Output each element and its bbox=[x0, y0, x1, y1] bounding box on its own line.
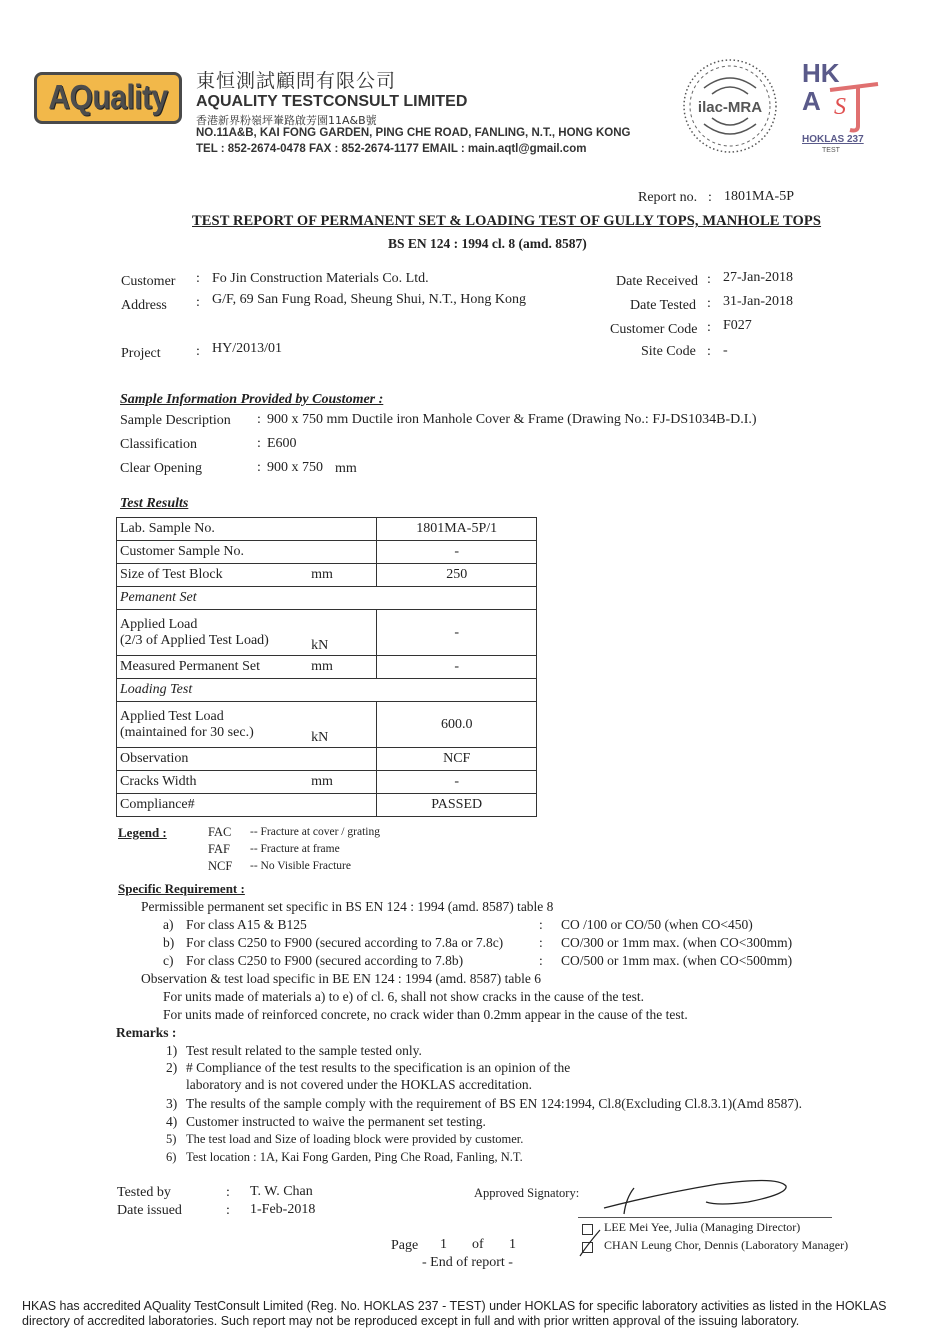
table-row bbox=[117, 771, 537, 794]
row-unit: mm bbox=[303, 771, 377, 794]
hoklas-test: TEST bbox=[822, 147, 840, 154]
table-section-row bbox=[117, 587, 537, 610]
site-code-value: - bbox=[723, 343, 728, 358]
test-results-heading: Test Results bbox=[120, 496, 189, 511]
colon: : bbox=[707, 320, 711, 335]
requirement-line: Observation & test load specific in BE EN 124 : 1994 (amd. 8587) table 6 bbox=[141, 971, 542, 986]
signature-icon bbox=[598, 1172, 798, 1216]
colon: : bbox=[539, 917, 543, 932]
requirement-value: CO/500 or 1mm max. (when CO<500mm) bbox=[561, 953, 793, 968]
page-total: 1 bbox=[509, 1237, 516, 1252]
colon: : bbox=[539, 953, 543, 968]
date-tested-value: 31-Jan-2018 bbox=[723, 294, 793, 309]
svg-text:A: A bbox=[802, 86, 821, 116]
colon: : bbox=[539, 935, 543, 950]
requirement-text: For class A15 & B125 bbox=[186, 917, 307, 932]
signatory-name: CHAN Leung Chor, Dennis (Laboratory Manager) bbox=[604, 1238, 849, 1252]
sample-info-heading: Sample Information Provided by Coustomer : bbox=[120, 392, 384, 407]
table-row bbox=[117, 518, 537, 541]
colon: : bbox=[226, 1185, 230, 1200]
customer-value: Fo Jin Construction Materials Co. Ltd. bbox=[212, 271, 429, 286]
table-row bbox=[117, 702, 537, 748]
row-value: 1801MA-5P/1 bbox=[377, 518, 537, 541]
row-label: Observation bbox=[117, 748, 304, 771]
table-row bbox=[117, 541, 537, 564]
test-results-table bbox=[116, 517, 537, 817]
date-received-value: 27-Jan-2018 bbox=[723, 270, 793, 285]
page-of: of bbox=[472, 1237, 484, 1252]
requirement-line: For units made of reinforced concrete, no crack wider than 0.2mm appear in the cause of the test. bbox=[163, 1007, 688, 1022]
company-name-chinese: 東恒測試顧問有限公司 bbox=[196, 70, 397, 92]
colon: : bbox=[257, 412, 261, 427]
clear-opening-value: 900 x 750 bbox=[267, 460, 323, 475]
table-section-row bbox=[117, 679, 537, 702]
legend-code: FAC bbox=[208, 825, 232, 839]
row-label-line2: (2/3 of Applied Test Load) bbox=[120, 632, 269, 648]
accreditation-footer-line2: directory of accredited laboratories. Such report may not be reproduced except in full and with prior written approval of the issuing laboratory. bbox=[22, 1314, 800, 1328]
table-row bbox=[117, 794, 537, 817]
classification-label: Classification bbox=[120, 437, 197, 452]
signatory-name: LEE Mei Yee, Julia (Managing Director) bbox=[604, 1220, 801, 1234]
row-unit: kN bbox=[303, 610, 377, 656]
colon: : bbox=[707, 344, 711, 359]
logo-text: AQuality bbox=[48, 78, 168, 117]
row-label bbox=[117, 702, 304, 748]
row-value: PASSED bbox=[377, 794, 537, 817]
row-label: Compliance# bbox=[117, 794, 304, 817]
remark-text: The results of the sample comply with the requirement of BS EN 124:1994, Cl.8(Excluding Cl.8.3.1)(Amd 8587). bbox=[186, 1096, 803, 1111]
requirement-text: For class C250 to F900 (secured according to 7.8a or 7.8c) bbox=[186, 935, 504, 950]
section-label: Loading Test bbox=[117, 679, 537, 702]
date-tested-label: Date Tested bbox=[630, 298, 697, 313]
legend-desc: -- Fracture at frame bbox=[250, 843, 340, 855]
row-unit bbox=[303, 748, 377, 771]
address-value: G/F, 69 San Fung Road, Sheung Shui, N.T., Hong Kong bbox=[212, 292, 527, 307]
row-value: NCF bbox=[377, 748, 537, 771]
hoklas-number: HOKLAS 237 bbox=[802, 134, 864, 145]
company-contact: TEL : 852-2674-0478 FAX : 852-2674-1177 EMAIL : main.aqtl@gmail.com bbox=[196, 143, 587, 155]
colon: : bbox=[196, 295, 200, 310]
report-no: 1801MA-5P bbox=[724, 189, 795, 204]
customer-code-value: F027 bbox=[723, 318, 752, 333]
legend-code: FAF bbox=[208, 842, 231, 856]
requirement-marker: b) bbox=[163, 935, 175, 950]
company-logo bbox=[34, 72, 182, 124]
requirement-marker: a) bbox=[163, 917, 174, 932]
company-address-chinese: 香港新界粉嶺坪輋路啟芳園11A&B號 bbox=[196, 114, 377, 127]
row-label-line1: Applied Test Load bbox=[120, 708, 224, 724]
row-value: 250 bbox=[377, 564, 537, 587]
section-label: Pemanent Set bbox=[117, 587, 537, 610]
row-unit: kN bbox=[303, 702, 377, 748]
remark-marker: 2) bbox=[166, 1060, 178, 1075]
svg-text:HK: HK bbox=[802, 60, 840, 88]
remark-marker: 6) bbox=[166, 1150, 177, 1164]
row-label bbox=[117, 610, 304, 656]
remark-marker: 3) bbox=[166, 1096, 178, 1111]
colon: : bbox=[707, 296, 711, 311]
legend-desc: -- No Visible Fracture bbox=[250, 860, 351, 872]
requirement-line: For units made of materials a) to e) of cl. 6, shall not show cracks in the cause of the test. bbox=[163, 989, 644, 1004]
checkmark-icon bbox=[578, 1228, 602, 1258]
row-value: - bbox=[377, 771, 537, 794]
requirement-text: For class C250 to F900 (secured according to 7.8b) bbox=[186, 953, 464, 968]
tested-by-value: T. W. Chan bbox=[250, 1184, 313, 1199]
table-row bbox=[117, 748, 537, 771]
colon: : bbox=[196, 344, 200, 359]
remark-text: The test load and Size of loading block were provided by customer. bbox=[186, 1132, 524, 1146]
end-of-report: - End of report - bbox=[422, 1255, 513, 1270]
row-label: Cracks Width bbox=[117, 771, 304, 794]
row-label: Measured Permanent Set bbox=[117, 656, 304, 679]
svg-text:S: S bbox=[834, 94, 846, 120]
signature-line bbox=[578, 1217, 832, 1218]
row-label: Customer Sample No. bbox=[117, 541, 304, 564]
row-label: Size of Test Block bbox=[117, 564, 304, 587]
classification-value: E600 bbox=[267, 436, 297, 451]
ilac-text: ilac-MRA bbox=[697, 99, 763, 116]
project-value: HY/2013/01 bbox=[212, 341, 282, 356]
sample-description-label: Sample Description bbox=[120, 413, 231, 428]
row-unit: mm bbox=[303, 656, 377, 679]
company-address: NO.11A&B, KAI FONG GARDEN, PING CHE ROAD, FANLING, N.T., HONG KONG bbox=[196, 127, 631, 139]
remark-marker: 4) bbox=[166, 1114, 178, 1129]
site-code-label: Site Code bbox=[641, 344, 696, 359]
table-row bbox=[117, 656, 537, 679]
date-issued-value: 1-Feb-2018 bbox=[250, 1202, 316, 1217]
clear-opening-label: Clear Opening bbox=[120, 461, 203, 476]
report-no-label: Report no. bbox=[638, 190, 698, 205]
row-label: Lab. Sample No. bbox=[117, 518, 304, 541]
remark-text: Test location : 1A, Kai Fong Garden, Ping Che Road, Fanling, N.T. bbox=[186, 1150, 523, 1164]
legend-code: NCF bbox=[208, 859, 233, 873]
remarks-heading: Remarks : bbox=[116, 1025, 177, 1040]
remark-text: Test result related to the sample tested only. bbox=[186, 1043, 422, 1058]
colon: : bbox=[708, 190, 712, 205]
page-current: 1 bbox=[440, 1237, 447, 1252]
colon: : bbox=[196, 271, 200, 286]
row-value: - bbox=[377, 610, 537, 656]
report-title: TEST REPORT OF PERMANENT SET & LOADING TEST OF GULLY TOPS, MANHOLE TOPS bbox=[192, 213, 822, 229]
date-received-label: Date Received bbox=[616, 274, 699, 289]
date-issued-label: Date issued bbox=[117, 1203, 182, 1218]
remark-marker: 5) bbox=[166, 1132, 177, 1146]
requirement-value: CO /100 or CO/50 (when CO<450) bbox=[561, 917, 753, 932]
accreditation-footer-line1: HKAS has accredited AQuality TestConsult Limited (Reg. No. HOKLAS 237 - TEST) under HOKLAS for specific laboratory activities as listed in the HOKLAS bbox=[22, 1299, 887, 1313]
project-label: Project bbox=[121, 346, 161, 361]
remark-text: # Compliance of the test results to the specification is an opinion of the bbox=[186, 1060, 571, 1075]
requirement-line: Permissible permanent set specific in BS EN 124 : 1994 (amd. 8587) table 8 bbox=[141, 899, 554, 914]
report-standard: BS EN 124 : 1994 cl. 8 (amd. 8587) bbox=[388, 236, 587, 251]
address-label: Address bbox=[121, 298, 167, 313]
row-value: - bbox=[377, 656, 537, 679]
remark-text-continued: laboratory and is not covered under the HOKLAS accreditation. bbox=[186, 1077, 533, 1092]
colon: : bbox=[707, 272, 711, 287]
legend-label: Legend : bbox=[118, 825, 167, 840]
clear-opening-unit: mm bbox=[335, 461, 357, 476]
row-value: - bbox=[377, 541, 537, 564]
tested-by-label: Tested by bbox=[117, 1185, 171, 1200]
row-unit bbox=[303, 518, 377, 541]
row-unit bbox=[303, 794, 377, 817]
requirement-marker: c) bbox=[163, 953, 174, 968]
requirement-heading: Specific Requirement : bbox=[118, 881, 245, 896]
table-row bbox=[117, 564, 537, 587]
legend-desc: -- Fracture at cover / grating bbox=[250, 826, 380, 838]
row-label-line2: (maintained for 30 sec.) bbox=[120, 724, 254, 740]
table-row bbox=[117, 610, 537, 656]
row-unit bbox=[303, 541, 377, 564]
customer-label: Customer bbox=[121, 274, 176, 289]
row-unit: mm bbox=[303, 564, 377, 587]
hkas-hoklas-logo-icon bbox=[800, 60, 884, 156]
customer-code-label: Customer Code bbox=[610, 322, 698, 337]
requirement-value: CO/300 or 1mm max. (when CO<300mm) bbox=[561, 935, 793, 950]
remark-text: Customer instructed to waive the permanent set testing. bbox=[186, 1114, 486, 1129]
remark-marker: 1) bbox=[166, 1043, 178, 1058]
row-label-line1: Applied Load bbox=[120, 616, 198, 632]
sample-description-value: 900 x 750 mm Ductile iron Manhole Cover & Frame (Drawing No.: FJ-DS1034B-D.I.) bbox=[267, 412, 757, 427]
ilac-mra-logo-icon bbox=[682, 58, 778, 154]
colon: : bbox=[257, 460, 261, 475]
approved-signatory-label: Approved Signatory: bbox=[474, 1186, 580, 1200]
colon: : bbox=[257, 436, 261, 451]
page-label: Page bbox=[391, 1238, 419, 1253]
colon: : bbox=[226, 1203, 230, 1218]
row-value: 600.0 bbox=[377, 702, 537, 748]
company-name: AQUALITY TESTCONSULT LIMITED bbox=[196, 93, 468, 110]
